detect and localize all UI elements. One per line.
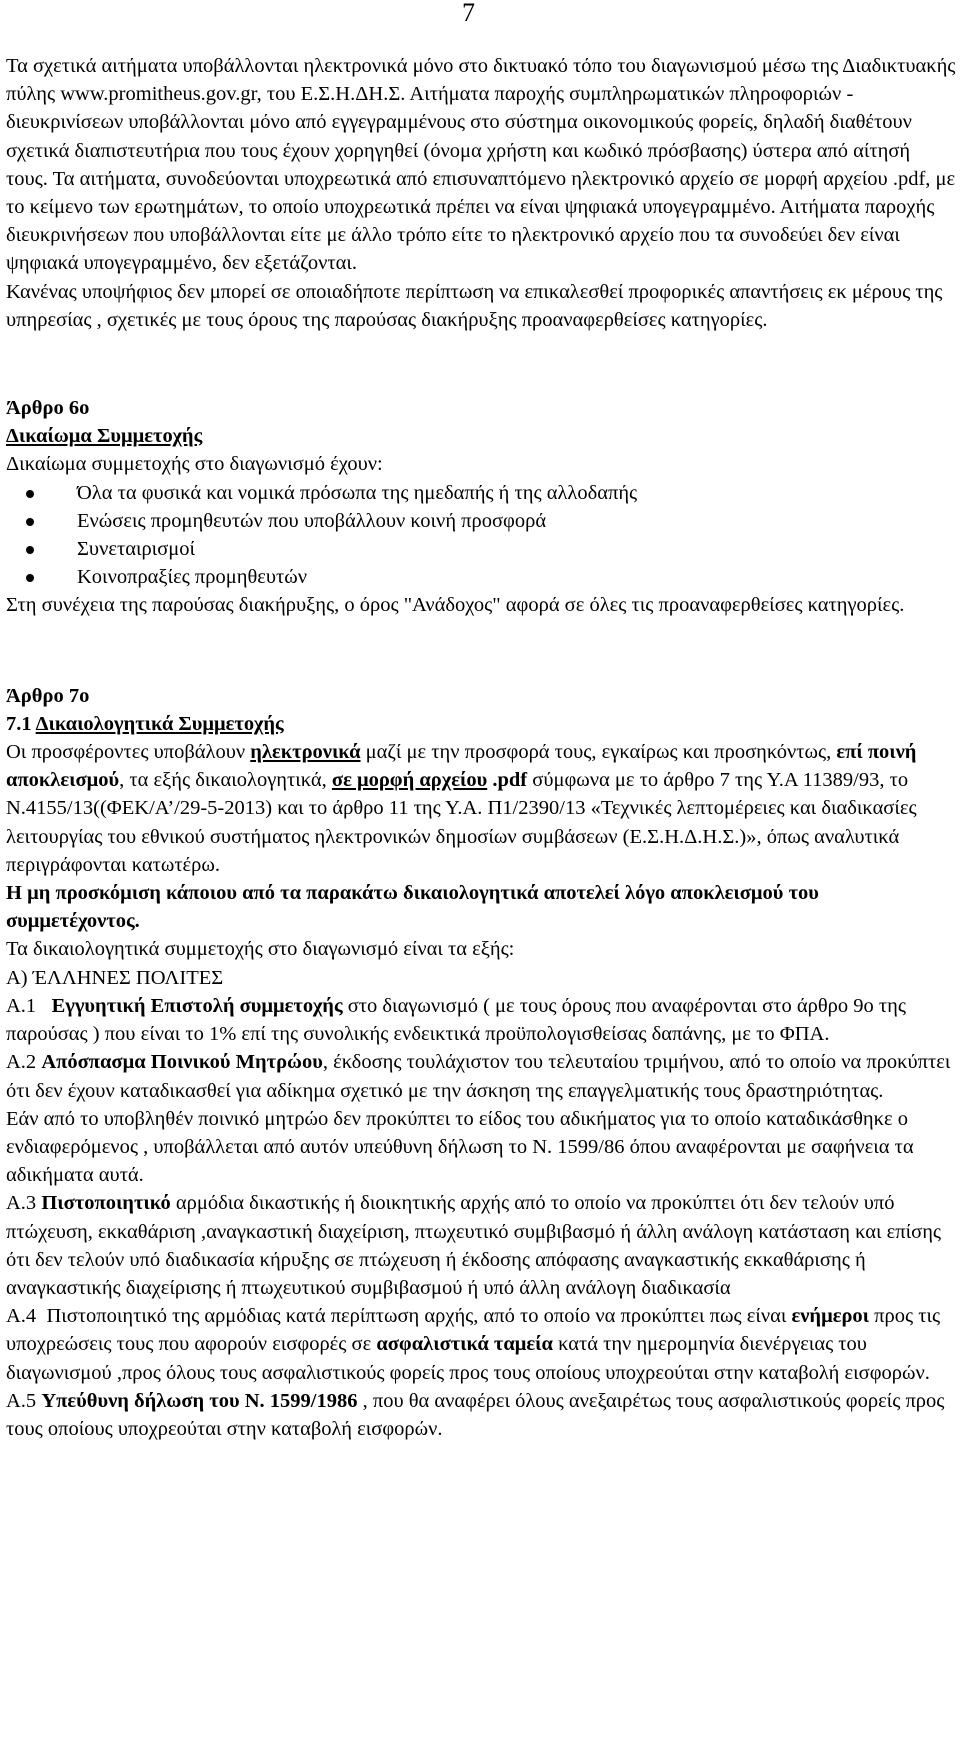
spacer xyxy=(6,334,956,394)
exclusion-warning: Η μη προσκόμιση κάποιου από τα παρακάτω δικαιολογητικά αποτελεί λόγο αποκλεισμού του συμμετέχοντος. xyxy=(6,882,819,933)
spacer xyxy=(6,620,956,682)
bullet-icon xyxy=(26,574,34,582)
article-6-closing: Στη συνέχεια της παρούσας διακήρυξης, ο όρος "Ανάδοχος" αφορά σε όλες τις προαναφερθείσες κατηγορίες. xyxy=(6,594,905,617)
list-item-text: Συνεταιρισμοί xyxy=(77,538,196,561)
subsection-title: Δικαιολογητικά Συμμετοχής xyxy=(35,712,284,735)
text-run: , τα εξής δικαιολογητικά, xyxy=(119,769,332,792)
item-a3 xyxy=(6,1189,956,1302)
list-item-text: Κοινοπραξίες προμηθευτών xyxy=(77,566,308,589)
list-item-text: Ενώσεις προμηθευτών που υποβάλλουν κοινή προσφορά xyxy=(77,509,547,532)
text-run: σύμφωνα με το άρθρο 7 της Υ.Α 11389/93, το Ν.4155/13((ΦΕΚ/Α’/29-5-2013) και το άρθρο 11 της Υ.Α. Π1/2390/13 «Τεχνικές λεπτομέρειες και διαδικασίες λειτουργίας του εθνικού συστήματος ηλεκτρονικών δημοσίων συμβάσεων (Ε.Σ.Η.Δ.Η.Σ.)», όπως αναλυτικά περιγράφονται κατωτέρω. xyxy=(6,769,917,876)
item-text: αρμόδια δικαστικής ή διοικητικής αρχής από το οποίο να προκύπτει ότι δεν τελούν υπό πτώχευση, εκκαθάριση ,αναγκαστική διαχείριση, πτωχευτικό συμβιβασμό ή άλλη ανάλογη κατάσταση και επίσης ότι δεν τελούν υπό διαδικασία κήρυξης σε πτώχευση ή έκδοσης απόφασης αναγκαστικής εκκαθάρισης ή αναγκαστικής διαχείρισης ή πτωχευτικού συμβιβασμού ή υπό άλλη ανάλογη διαδικασία xyxy=(6,1192,942,1299)
item-text: , που θα αναφέρει όλους ανεξαιρέτως τους ασφαλιστικούς φορείς προς τους οποίους υποχρεούται στην καταβολή εισφορών. xyxy=(6,1389,945,1440)
document-body xyxy=(6,52,956,1443)
text-run: Οι προσφέροντες υποβάλουν xyxy=(6,741,251,764)
item-a2-extra: Εάν από το υποβληθέν ποινικό μητρώο δεν προκύπτει το είδος του αδικήματος για το οποίο καταδικάσθηκε ο ενδιαφερόμενος , υποβάλλεται από αυτόν υπεύθυνη δήλωση το Ν. 1599/86 όπου αναφέρονται με σαφήνεια τα αδικήματα αυτά. xyxy=(6,1107,914,1187)
item-text: κατά την ημερομηνία διενέργειας του διαγωνισμού ,προς όλους τους ασφαλιστικούς φορείς προς τους οποίους υποχρεούται στην καταβολή εισφορών. xyxy=(6,1333,930,1384)
item-number: Α.3 xyxy=(6,1192,42,1215)
item-number: Α.2 xyxy=(6,1051,42,1074)
list-item xyxy=(6,535,956,563)
item-number: Α.1 xyxy=(6,994,52,1017)
item-text: Πιστοποιητικό της αρμόδιας κατά περίπτωση αρχής, από το οποίο να προκύπτει πως είναι xyxy=(46,1305,792,1328)
item-a4 xyxy=(6,1302,956,1387)
intro-paragraph-2: Κανένας υποψήφιος δεν μπορεί σε οποιαδήποτε περίπτωση να επικαλεσθεί προφορικές απαντήσεις εκ μέρους της υπηρεσίας , σχετικές με τους όρους της παρούσας διακήρυξης προαναφερθείσες κατηγορίες. xyxy=(6,280,943,331)
item-number: Α.5 xyxy=(6,1389,42,1412)
text-run: μαζί με την προσφορά τους, εγκαίρως και προσηκόντως, xyxy=(360,741,837,764)
list-item xyxy=(6,507,956,535)
eligibility-list xyxy=(6,479,956,592)
article-6-title: Δικαίωμα Συμμετοχής xyxy=(6,425,203,448)
bullet-icon xyxy=(26,546,34,554)
intro-paragraph: Τα σχετικά αιτήματα υποβάλλονται ηλεκτρονικά μόνο στο δικτυακό τόπο του διαγωνισμού μέσω της Διαδικτυακής πύλης www.promitheus.gov.gr, του Ε.Σ.Η.ΔΗ.Σ. Αιτήματα παροχής συμπληρωματικών πληροφοριών - διευκρινίσεων υποβάλλονται μόνο από εγγεγραμμένους στο σύστημα οικονομικούς φορείς, δηλαδή διαθέτουν σχετικά διαπιστευτήρια που τους έχουν χορηγηθεί (όνομα χρήστη και κωδικό πρόσβασης) ύστερα από αίτησή τους. Τα αιτήματα, συνοδεύονται υποχρεωτικά από επισυναπτόμενο ηλεκτρονικό αρχείο σε μορφή αρχείου .pdf, με το κείμενο των ερωτημάτων, το οποίο υποχρεωτικά πρέπει να είναι ψηφιακά υπογεγραμμένο. Αιτήματα παροχής διευκρινήσεων που υποβάλλονται είτε με άλλο τρόπο είτε το ηλεκτρονικό αρχείο που τα συνοδεύει δεν είναι ψηφιακά υπογεγραμμένο, δεν εξετάζονται. xyxy=(6,55,956,275)
article-6-heading: Άρθρο 6ο xyxy=(6,397,90,420)
page-number: 7 xyxy=(462,0,475,27)
emphasis-exclusion: επί ποινή αποκλεισμού xyxy=(6,741,917,792)
item-text: στο διαγωνισμό ( με τους όρους που αναφέρονται στο άρθρο 9ο της παρούσας ) που είναι το 1% επί της συνολικής ενδεικτικά προϋπολογισθείσας δαπάνης, με το ΦΠΑ. xyxy=(6,994,906,1046)
emphasis-electronically: ηλεκτρονικά xyxy=(250,741,361,764)
item-title: Υπεύθυνη δήλωση του Ν. 1599/1986 xyxy=(41,1389,358,1412)
item-title: Πιστοποιητικό xyxy=(41,1192,171,1215)
item-a2 xyxy=(6,1048,956,1104)
emphasis-file-format: σε μορφή αρχείου xyxy=(331,769,488,792)
item-text: , έκδοσης τουλάχιστον του τελευταίου τριμήνου, από το οποίο να προκύπτει ότι δεν έχουν καταδικασθεί για αδίκημα σχετικό με την άσκηση της επαγγελματικής τους δραστηριότητας. xyxy=(6,1051,951,1102)
bullet-icon xyxy=(26,518,34,526)
emphasis-up-to-date: ενήμεροι xyxy=(791,1305,870,1328)
item-a1 xyxy=(6,992,956,1048)
article-7-intro xyxy=(6,738,956,879)
article-7-subtitle xyxy=(6,710,956,738)
bullet-icon xyxy=(26,490,34,498)
list-item xyxy=(6,479,956,507)
article-7-heading: Άρθρο 7ο xyxy=(6,684,90,707)
group-a-heading: Α) ΈΛΛΗΝΕΣ ΠΟΛΙΤΕΣ xyxy=(6,966,224,989)
emphasis-pdf: .pdf xyxy=(487,769,528,792)
item-number: Α.4 xyxy=(6,1305,47,1328)
item-text: προς τις υποχρεώσεις τους που αφορούν εισφορές σε xyxy=(6,1305,941,1356)
list-item-text: Όλα τα φυσικά και νομικά πρόσωπα της ημεδαπής ή της αλλοδαπής xyxy=(77,481,638,504)
emphasis-insurance-funds: ασφαλιστικά ταμεία xyxy=(376,1333,553,1356)
article-6-lead: Δικαίωμα συμμετοχής στο διαγωνισμό έχουν: xyxy=(6,453,383,476)
item-title: Εγγυητική Επιστολή συμμετοχής xyxy=(51,994,343,1017)
subsection-number: 7.1 xyxy=(6,712,36,735)
item-a5 xyxy=(6,1387,956,1443)
documents-lead: Τα δικαιολογητικά συμμετοχής στο διαγωνισμό είναι τα εξής: xyxy=(6,938,515,961)
list-item xyxy=(6,563,956,591)
item-title: Απόσπασμα Ποινικού Μητρώου xyxy=(41,1051,323,1074)
